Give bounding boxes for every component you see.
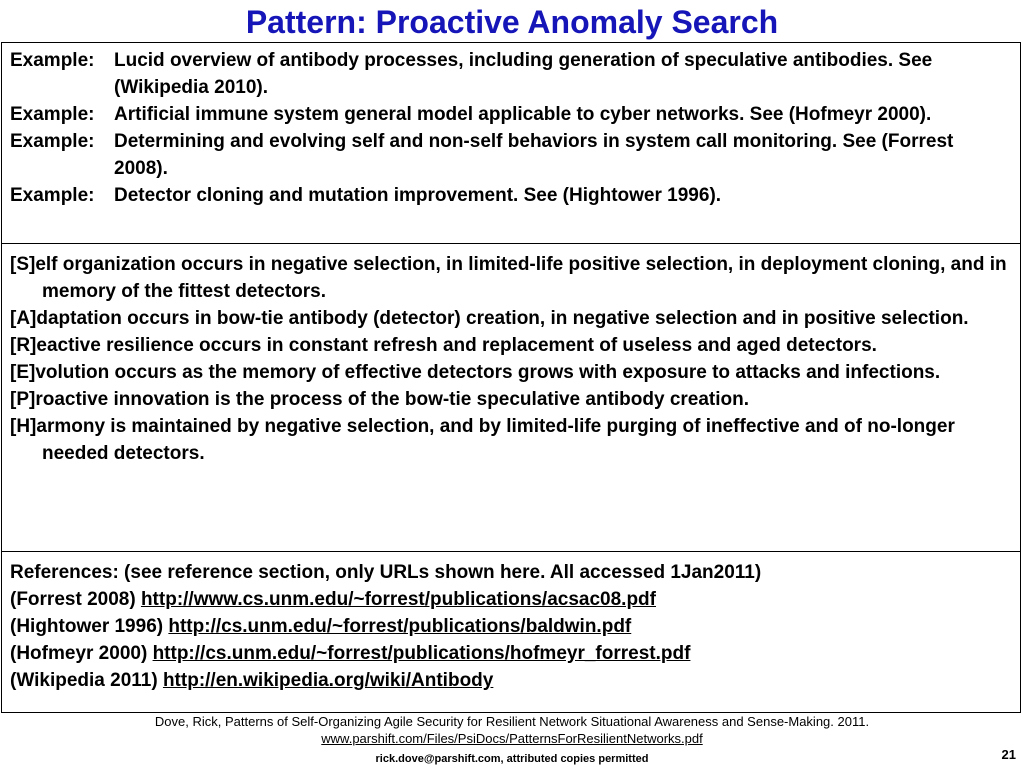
example-item [10,182,1012,209]
sarpeh-box [1,243,1021,552]
reference-item [10,640,1012,667]
references-box [1,551,1021,713]
example-text: Detector cloning and mutation improvement. See (Hightower 1996). [114,185,722,206]
footer-contact: rick.dove@parshift.com, attributed copies permitted [375,753,649,765]
page-title: Pattern: Proactive Anomaly Search [245,4,779,40]
reference-cite: (Wikipedia 2011) [10,670,158,691]
proactive-innovation-item: [P]roactive innovation is the process of the bow-tie speculative antibody creation. [10,389,750,410]
reference-cite: (Forrest 2008) [10,589,136,610]
example-label: Example: [10,131,95,152]
example-label: Example: [10,104,95,125]
reference-item [10,613,1012,640]
example-text: Artificial immune system general model applicable to cyber networks. See (Hofmeyr 2000). [114,104,932,125]
page-number: 21 [1001,747,1016,762]
reference-link-forrest[interactable]: http://www.cs.unm.edu/~forrest/publications/acsac08.pdf [140,589,656,610]
adaptation-item: [A]daptation occurs in bow-tie antibody (detector) creation, in negative selection and in positive selection. [10,308,969,329]
evolution-item: [E]volution occurs as the memory of effective detectors grows with exposure to attacks and infections. [10,362,941,383]
reference-cite: (Hofmeyr 2000) [10,643,148,664]
example-label: Example: [10,185,95,206]
reference-link-hightower[interactable]: http://cs.unm.edu/~forrest/publications/baldwin.pdf [168,616,632,637]
examples-box [1,42,1021,244]
example-text: Lucid overview of antibody processes, including generation of speculative antibodies. See (Wikipedia 2010). [114,50,933,98]
reactive-resilience-item: [R]eactive resilience occurs in constant refresh and replacement of useless and aged detectors. [10,335,877,356]
reference-link-wikipedia[interactable]: http://en.wikipedia.org/wiki/Antibody [162,670,494,691]
reference-item [10,586,1012,613]
references-heading: References: (see reference section, only URLs shown here. All accessed 1Jan2011) [10,562,762,583]
reference-cite: (Hightower 1996) [10,616,164,637]
citation-link[interactable]: www.parshift.com/Files/PsiDocs/PatternsForResilientNetworks.pdf [321,731,703,746]
example-label: Example: [10,50,95,71]
example-text: Determining and evolving self and non-self behaviors in system call monitoring. See (Forrest 2008). [114,131,954,179]
example-item [10,101,1012,128]
self-organization-item: [S]elf organization occurs in negative selection, in limited-life positive selection, in deployment cloning, and in memory of the fittest detectors. [10,254,1007,302]
harmony-item: [H]armony is maintained by negative selection, and by limited-life purging of ineffective and of no-longer needed detectors. [10,416,955,464]
example-item [10,128,1012,182]
reference-link-hofmeyr[interactable]: http://cs.unm.edu/~forrest/publications/hofmeyr_forrest.pdf [152,643,691,664]
citation-text: Dove, Rick, Patterns of Self-Organizing Agile Security for Resilient Network Situational Awareness and Sense-Making. 2011. [154,714,870,729]
footer-citation [0,713,1024,747]
example-item [10,47,1012,101]
reference-item [10,667,1012,694]
